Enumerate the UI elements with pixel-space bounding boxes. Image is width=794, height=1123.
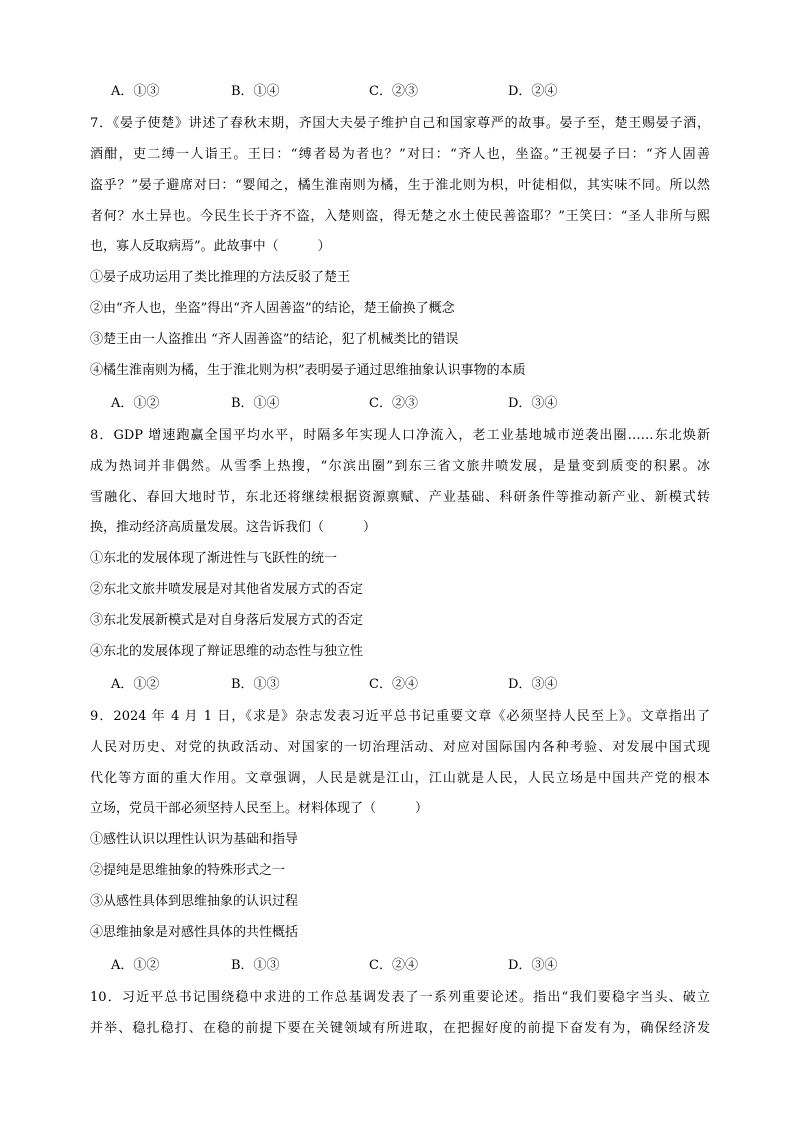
q9-stem-line: 立场，党员干部必须坚持人民至上。材料体现了（ ） — [90, 801, 429, 816]
q6-option-d: D．②④ — [508, 84, 558, 99]
q9-stem-line: 9．2024 年 4 月 1 日，《求是》杂志发表习近平总书记重要文章《必须坚持人民至上》。文章指出了 — [90, 709, 710, 724]
q8-option-d: D．③④ — [508, 677, 558, 692]
q8-option-a: A．①② — [111, 677, 160, 692]
q7-stem-line: 7．《晏子使楚》讲述了春秋末期，齐国大夫晏子维护自己和国家尊严的故事。晏子至，楚王赐晏子酒， — [90, 116, 710, 131]
q7-statement-2: ②由“齐人也，坐盗”得出“齐人固善盗”的结论，楚王偷换了概念 — [90, 301, 455, 316]
q9-option-b: B．①③ — [231, 958, 280, 973]
q9-stem-line: 代化等方面的重大作用。文章强调，人民是就是江山，江山就是人民，人民立场是中国共产党的根本 — [90, 771, 710, 786]
q7-option-c: C．②③ — [369, 396, 418, 411]
q7-stem-line: 盗乎？”晏子避席对曰：“婴闻之，橘生淮南则为橘，生于淮北则为枳，叶徒相似，其实味不同。所以然 — [90, 178, 710, 193]
q7-statement-1: ①晏子成功运用了类比推理的方法反驳了楚王 — [90, 270, 351, 285]
q6-option-b: B．①④ — [231, 84, 280, 99]
q7-option-d: D．③④ — [508, 396, 558, 411]
q10-stem-line: 10．习近平总书记围绕稳中求进的工作总基调发表了一系列重要论述。指出“我们要稳字当头、破立 — [90, 990, 710, 1005]
q7-statement-4: ④橘生淮南则为橘，生于淮北则为枳”表明晏子通过思维抽象认识事物的本质 — [90, 363, 526, 378]
q8-stem-line: 成为热词并非偶然。从雪季上热搜，“尔滨出圈”到东三省文旅井喷发展，是量变到质变的积累。冰 — [90, 459, 710, 474]
q8-stem-line: 雪融化、春回大地时节，东北还将继续根据资源禀赋、产业基础、科研条件等推动新产业、新模式转 — [90, 490, 710, 505]
q9-statement-4: ④思维抽象是对感性具体的共性概括 — [90, 925, 299, 940]
q7-statement-3: ③楚王由一人盗推出 “齐人固善盗”的结论，犯了机械类比的错误 — [90, 332, 459, 347]
q8-statement-4: ④东北的发展体现了辩证思维的动态性与独立性 — [90, 644, 364, 659]
q9-option-a: A．①② — [111, 958, 160, 973]
q7-option-b: B．①④ — [231, 396, 280, 411]
q8-statement-1: ①东北的发展体现了渐进性与飞跃性的统一 — [90, 551, 338, 566]
q9-statement-3: ③从感性具体到思维抽象的认识过程 — [90, 894, 299, 909]
q7-stem-line: 也，寡人反取病焉”。此故事中（ ） — [90, 239, 331, 254]
q8-option-c: C．②④ — [369, 677, 418, 692]
q7-option-a: A．①② — [111, 396, 160, 411]
q8-stem-line: 8．GDP 增速跑赢全国平均水平，时隔多年实现人口净流入，老工业基地城市逆袭出圈……东北焕新 — [90, 428, 710, 443]
q9-option-c: C．②④ — [369, 958, 418, 973]
q9-stem-line: 人民对历史、对党的执政活动、对国家的一切治理活动、对应对国际国内各种考验、对发展中国式现 — [90, 740, 710, 755]
q8-option-b: B．①③ — [231, 677, 280, 692]
q9-option-d: D．③④ — [508, 958, 558, 973]
q7-stem-line: 者何？水土异也。今民生长于齐不盗，入楚则盗，得无楚之水土使民善盗耶？”王笑曰：“圣人非所与熙 — [90, 209, 710, 224]
q8-statement-2: ②东北文旅井喷发展是对其他省发展方式的否定 — [90, 582, 364, 597]
q8-stem-line: 换，推动经济高质量发展。这告诉我们（ ） — [90, 520, 377, 535]
q7-stem-line: 酒酣，吏二缚一人诣王。王曰：“缚者曷为者也？”对曰：“齐人也，坐盗。”王视晏子曰：“齐人固善 — [90, 147, 710, 162]
q9-statement-1: ①感性认识以理性认识为基础和指导 — [90, 832, 299, 847]
q8-statement-3: ③东北发展新模式是对自身落后发展方式的否定 — [90, 613, 364, 628]
q9-statement-2: ②提纯是思维抽象的特殊形式之一 — [90, 863, 286, 878]
q10-stem-line: 并举、稳扎稳打、在稳的前提下要在关键领域有所进取，在把握好度的前提下奋发有为，确保经济发 — [90, 1021, 710, 1036]
q6-option-c: C．②③ — [369, 84, 418, 99]
q6-option-a: A．①③ — [111, 84, 160, 99]
